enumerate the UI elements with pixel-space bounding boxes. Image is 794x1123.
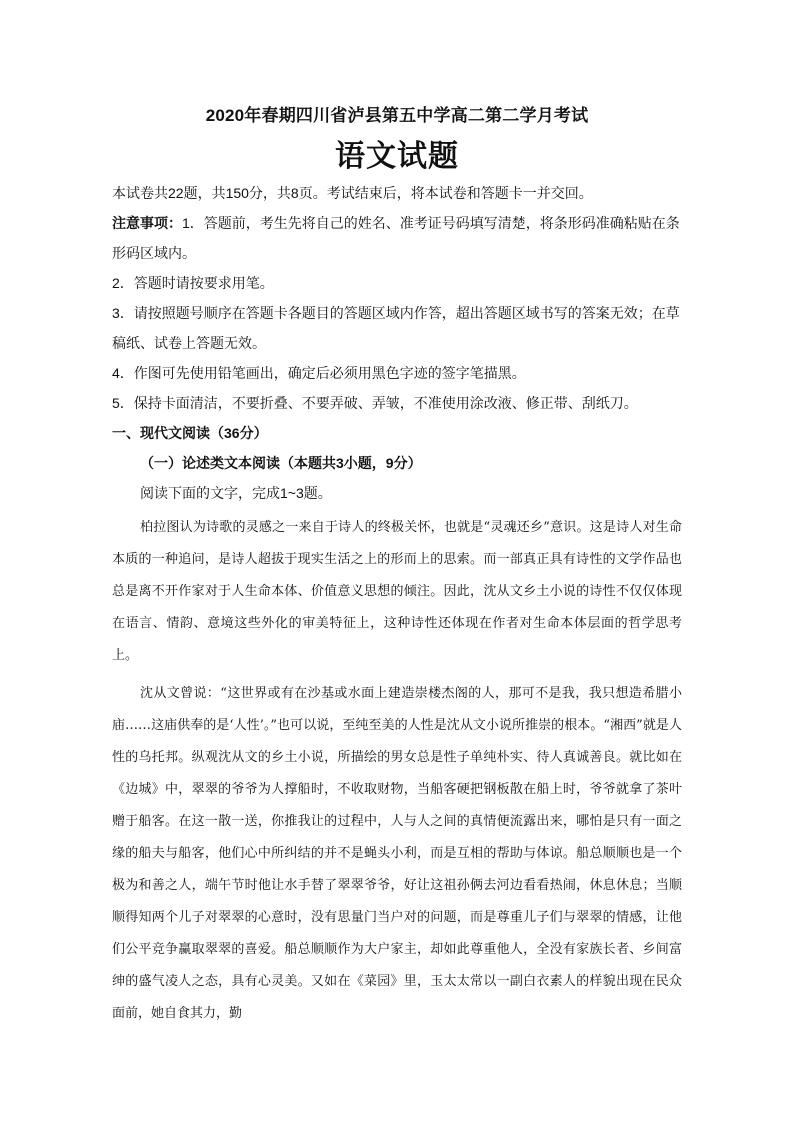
subject-title: 语文试题 bbox=[335, 140, 459, 173]
notice-item-1-text: 1．答题前，考生先将自己的姓名、准考证号码填写清楚，将条形码准确粘贴在条 bbox=[182, 215, 680, 231]
section-subtitle: （一）论述类文本阅读（本题共3小题，9分） bbox=[140, 455, 422, 471]
passage-paragraph-1: 柏拉图认为诗歌的灵感之一来自于诗人的终极关怀，也就是“灵魂还乡”意识。这是诗人对生命本质的一种追问，是诗人超拔于现实生活之上的形而上的思索。而一部真正具有诗性的文学作品也总是离不开作家对于人生命本体、价值意义思想的倾注。因此，沈从文乡土小说的诗性不仅仅体现在语言、情韵、意境这些外化的审美特征上，这种诗性还体现在作者对生命本体层面的哲学思考上。 bbox=[112, 520, 682, 663]
notice-item-4: 4．作图可先使用铅笔画出，确定后必须用黑色字迹的签字笔描黑。 bbox=[112, 365, 526, 381]
notice-item-3-line-a: 3．请按照题号顺序在答题卡各题目的答题区域内作答，超出答题区域书写的答案无效；在草 bbox=[112, 305, 680, 321]
notice-item-3-line-b: 稿纸、试卷上答题无效。 bbox=[112, 335, 266, 351]
notice-item-1-line-b: 形码区域内。 bbox=[112, 245, 196, 261]
test-summary: 本试卷共22题，共150分，共8页。考试结束后，将本试卷和答题卡一并交回。 bbox=[112, 185, 593, 201]
notice-item-5: 5．保持卡面清洁，不要折叠、不要弄破、弄皱，不准使用涂改液、修正带、刮纸刀。 bbox=[112, 395, 638, 411]
notice-item-2: 2．答题时请按要求用笔。 bbox=[112, 275, 274, 291]
section-title: 一、现代文阅读（36分） bbox=[112, 425, 268, 441]
exam-title: 2020年春期四川省泸县第五中学高二第二学月考试 bbox=[205, 106, 589, 125]
notice-label: 注意事项： bbox=[112, 215, 182, 231]
notice-item-1-line-a bbox=[112, 208, 682, 238]
passage-paragraph-2: 沈从文曾说：“这世界或有在沙基或水面上建造崇楼杰阁的人，那可不是我，我只想造希腊小庙……这庙供奉的是‘人性’。”也可以说，至纯至美的人性是沈从文小说所推崇的根本。“湘西”就是人性的乌托邦。纵观沈从文的乡土小说，所描绘的男女总是性子单纯朴实、待人真诚善良。就比如在《边城》中，翠翠的爷爷为人撑船时，不收取财物，当船客硬把钢板散在船上时，爷爷就拿了茶叶赠于船客。在这一散一送，你推我让的过程中，人与人之间的真情便流露出来，哪怕是只有一面之缘的船夫与船客，他们心中所纠结的并不是蝇头小利，而是互相的帮助与体谅。船总顺顺也是一个极为和善之人，端午节时他让水手替了翠翠爷爷，好让这祖孙俩去河边看看热闹，休息休息；当顺顺得知两个儿子对翠翠的心意时，没有思量门当户对的问题，而是尊重儿子们与翠翠的情感，让他们公平竞争赢取翠翠的喜爱。船总顺顺作为大户家主，却如此尊重他人，全没有家族长者、乡间富绅的盛气凌人之态，具有心灵美。又如在《菜园》里，玉太太常以一副白衣素人的样貌出现在民众面前，她自食其力，勤 bbox=[112, 686, 682, 1021]
reading-instruction: 阅读下面的文字，完成1~3题。 bbox=[140, 485, 332, 501]
